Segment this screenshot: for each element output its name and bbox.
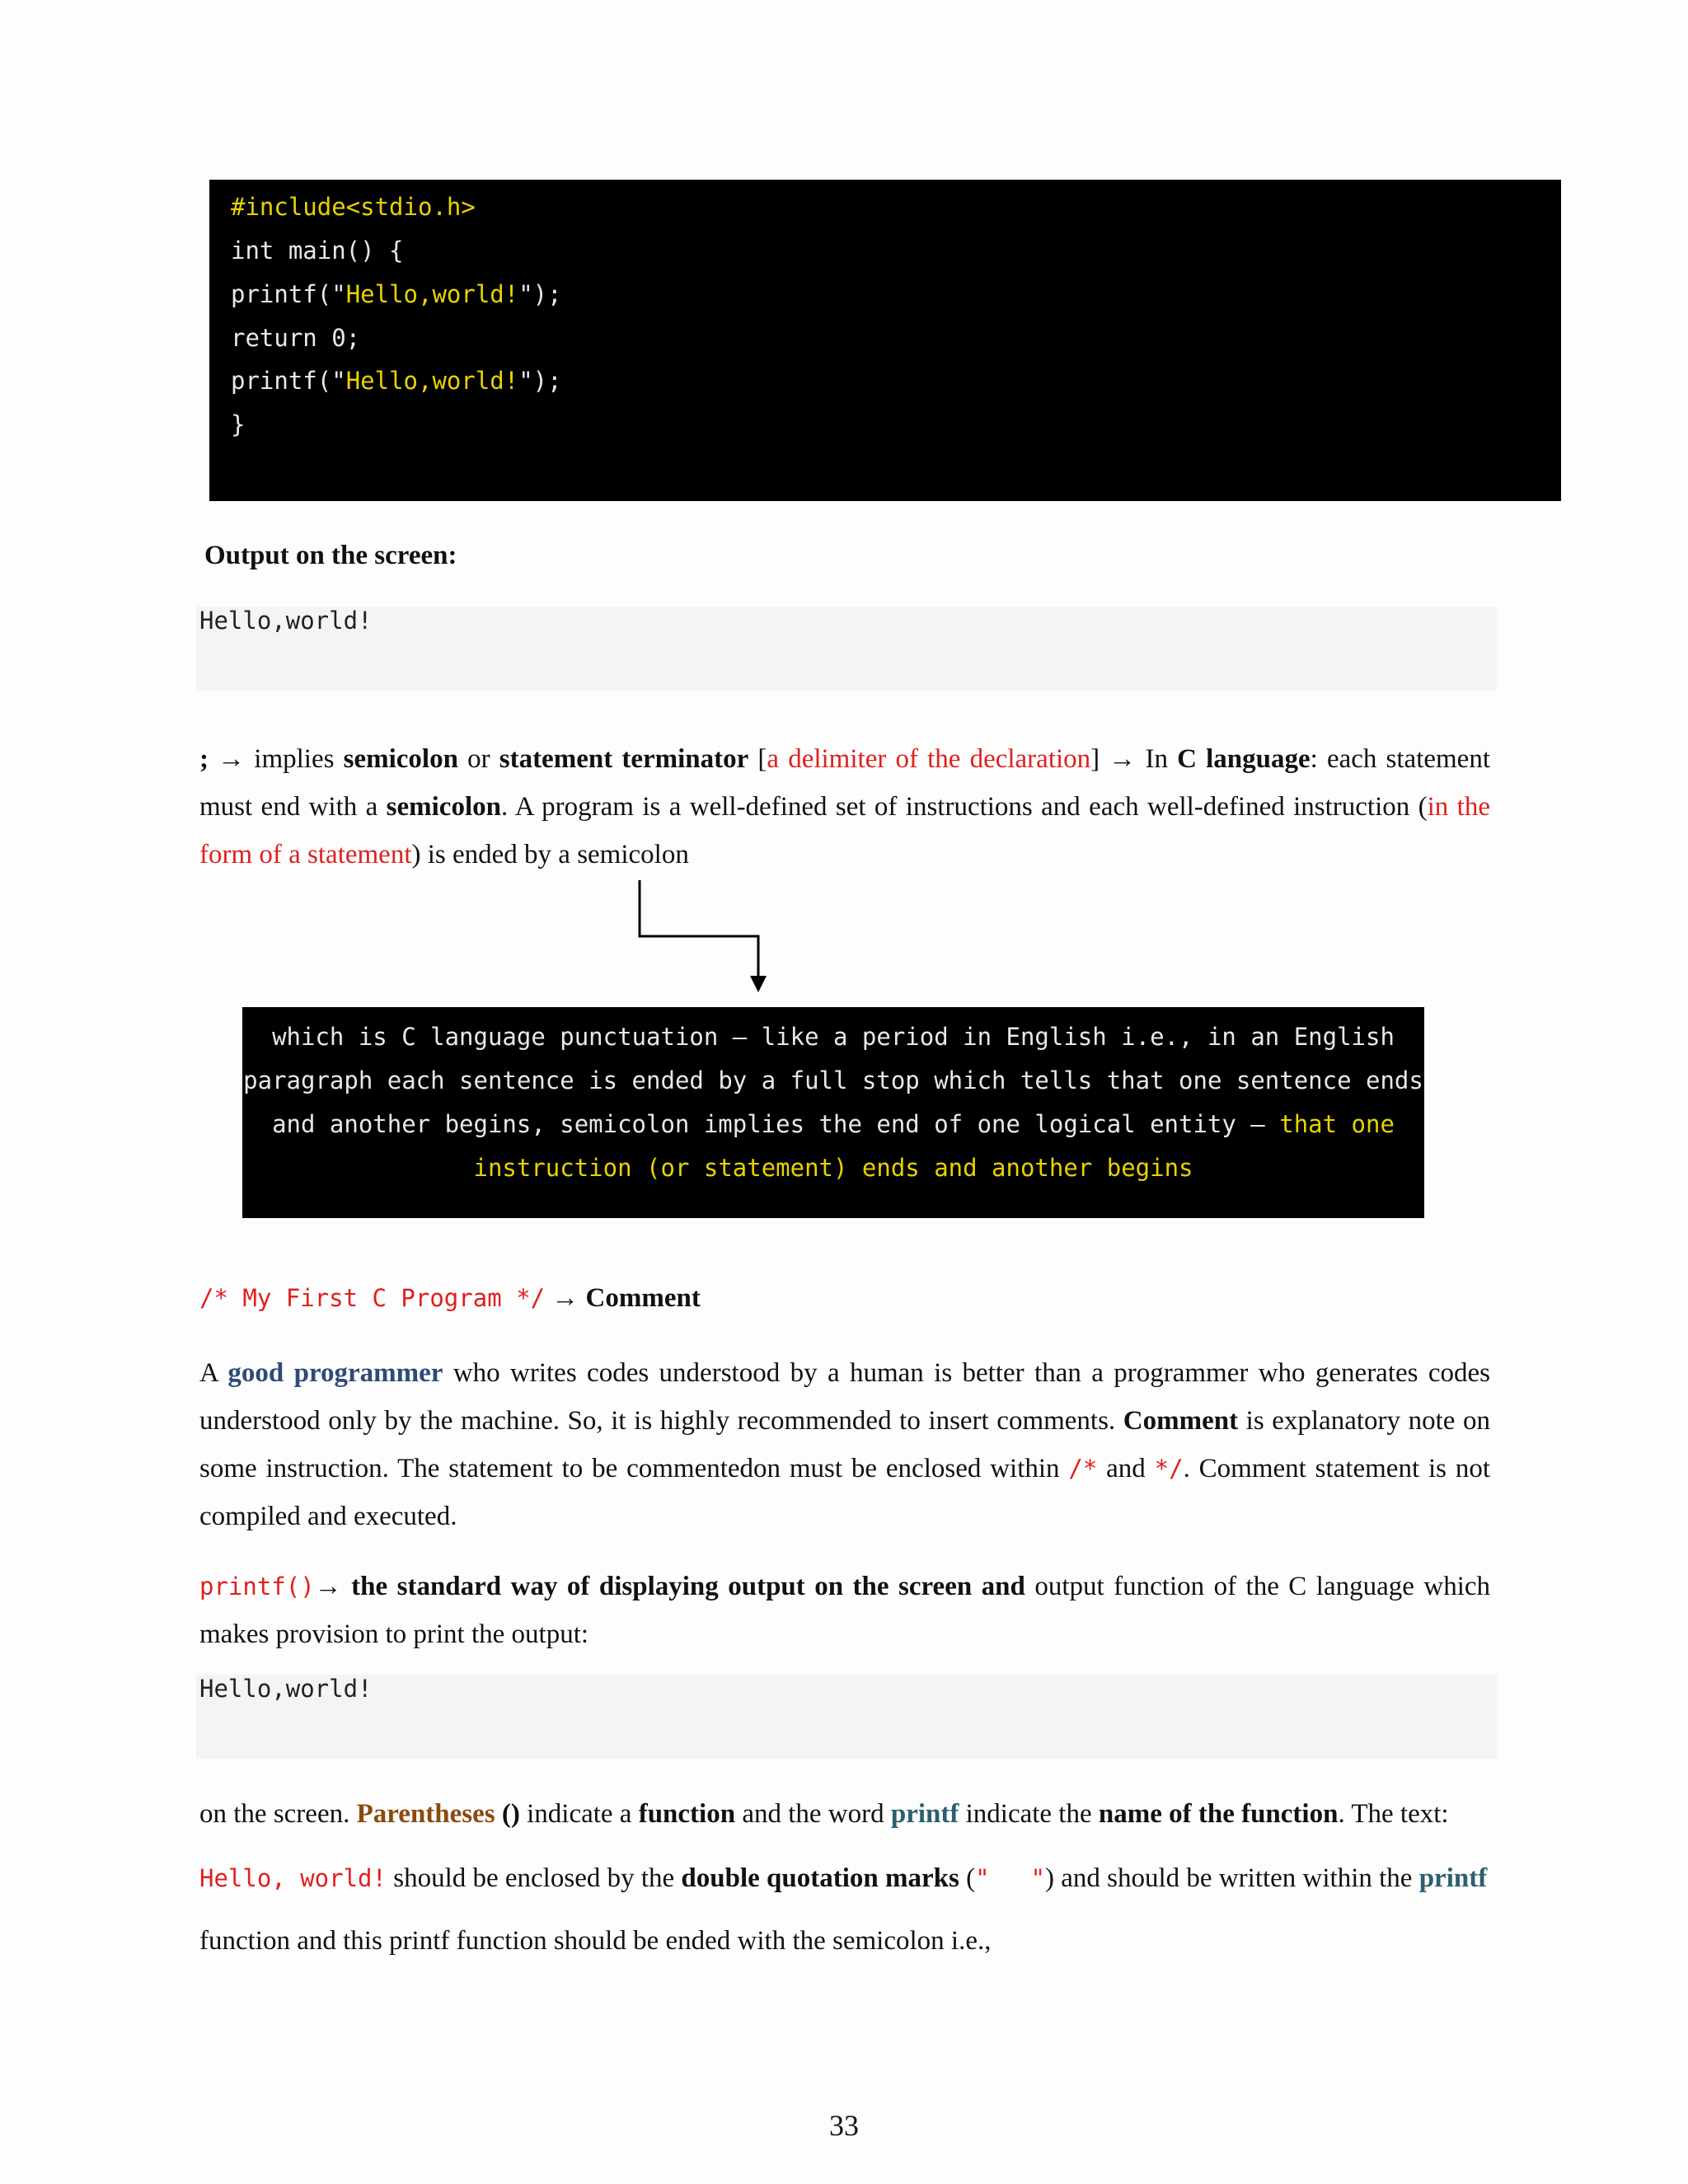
hello-world-line: Hello, world! should be enclosed by the double quotation marks (" ") and should be written within the printf: [199, 1863, 1488, 1893]
semicolon-end-line: function and this printf function should be ended with the semicolon i.e.,: [199, 1926, 992, 1956]
semicolon-paragraph: ; → implies semicolon or statement terminator [a delimiter of the declaration] → In C language: each statement must end with a semicolon. A program is a well-defined set of instructions and each well-defined instruction (in the form of a statement) is ended by a semicolon: [199, 744, 1490, 869]
connector-arrow: [626, 880, 775, 996]
output-box-2: [196, 1675, 1497, 1759]
parentheses-line: on the screen. Parentheses () indicate a function and the word printf indicate the name of the function. The text:: [199, 1799, 1449, 1829]
code-block: [209, 180, 1561, 501]
page-number: 33: [829, 2109, 859, 2142]
output-box: [196, 607, 1497, 691]
callout-line-2: paragraph each sentence is ended by a full stop which tells that one sentence ends: [243, 1066, 1423, 1094]
callout-line-3: and another begins, semicolon implies the end of one logical entity – that one: [272, 1110, 1395, 1138]
code-line-include: #include<stdio.h>: [231, 193, 476, 221]
callout-line-1: which is C language punctuation – like a period in English i.e., in an English: [272, 1023, 1395, 1051]
code-line-printf-1: printf("Hello,world!");: [231, 280, 562, 308]
comment-paragraph: A good programmer who writes codes understood by a human is better than a programmer who generates codes understood only by the machine. So, it is highly recommended to insert comments. Comment is explanatory note on some instruction. The statement to be commentedon must be enclosed within /* and */. Comment statement is not compiled and executed.: [199, 1358, 1490, 1531]
semicolon-callout: [242, 1007, 1424, 1218]
output-heading: Output on the screen:: [204, 541, 457, 570]
code-line-close-brace: }: [231, 410, 246, 438]
comment-line: /* My First C Program */ → Comment: [199, 1283, 701, 1313]
output-text-2: Hello,world!: [199, 1675, 373, 1703]
code-line-main: int main() {: [231, 237, 404, 265]
output-text: Hello,world!: [199, 607, 373, 635]
code-line-printf-2: printf("Hello,world!");: [231, 367, 562, 395]
callout-line-4: instruction (or statement) ends and another begins: [473, 1154, 1193, 1182]
code-line-return: return 0;: [231, 324, 361, 352]
printf-paragraph: printf()→ the standard way of displaying output on the screen and output function of the C language which makes provision to print the output:: [199, 1572, 1491, 1649]
